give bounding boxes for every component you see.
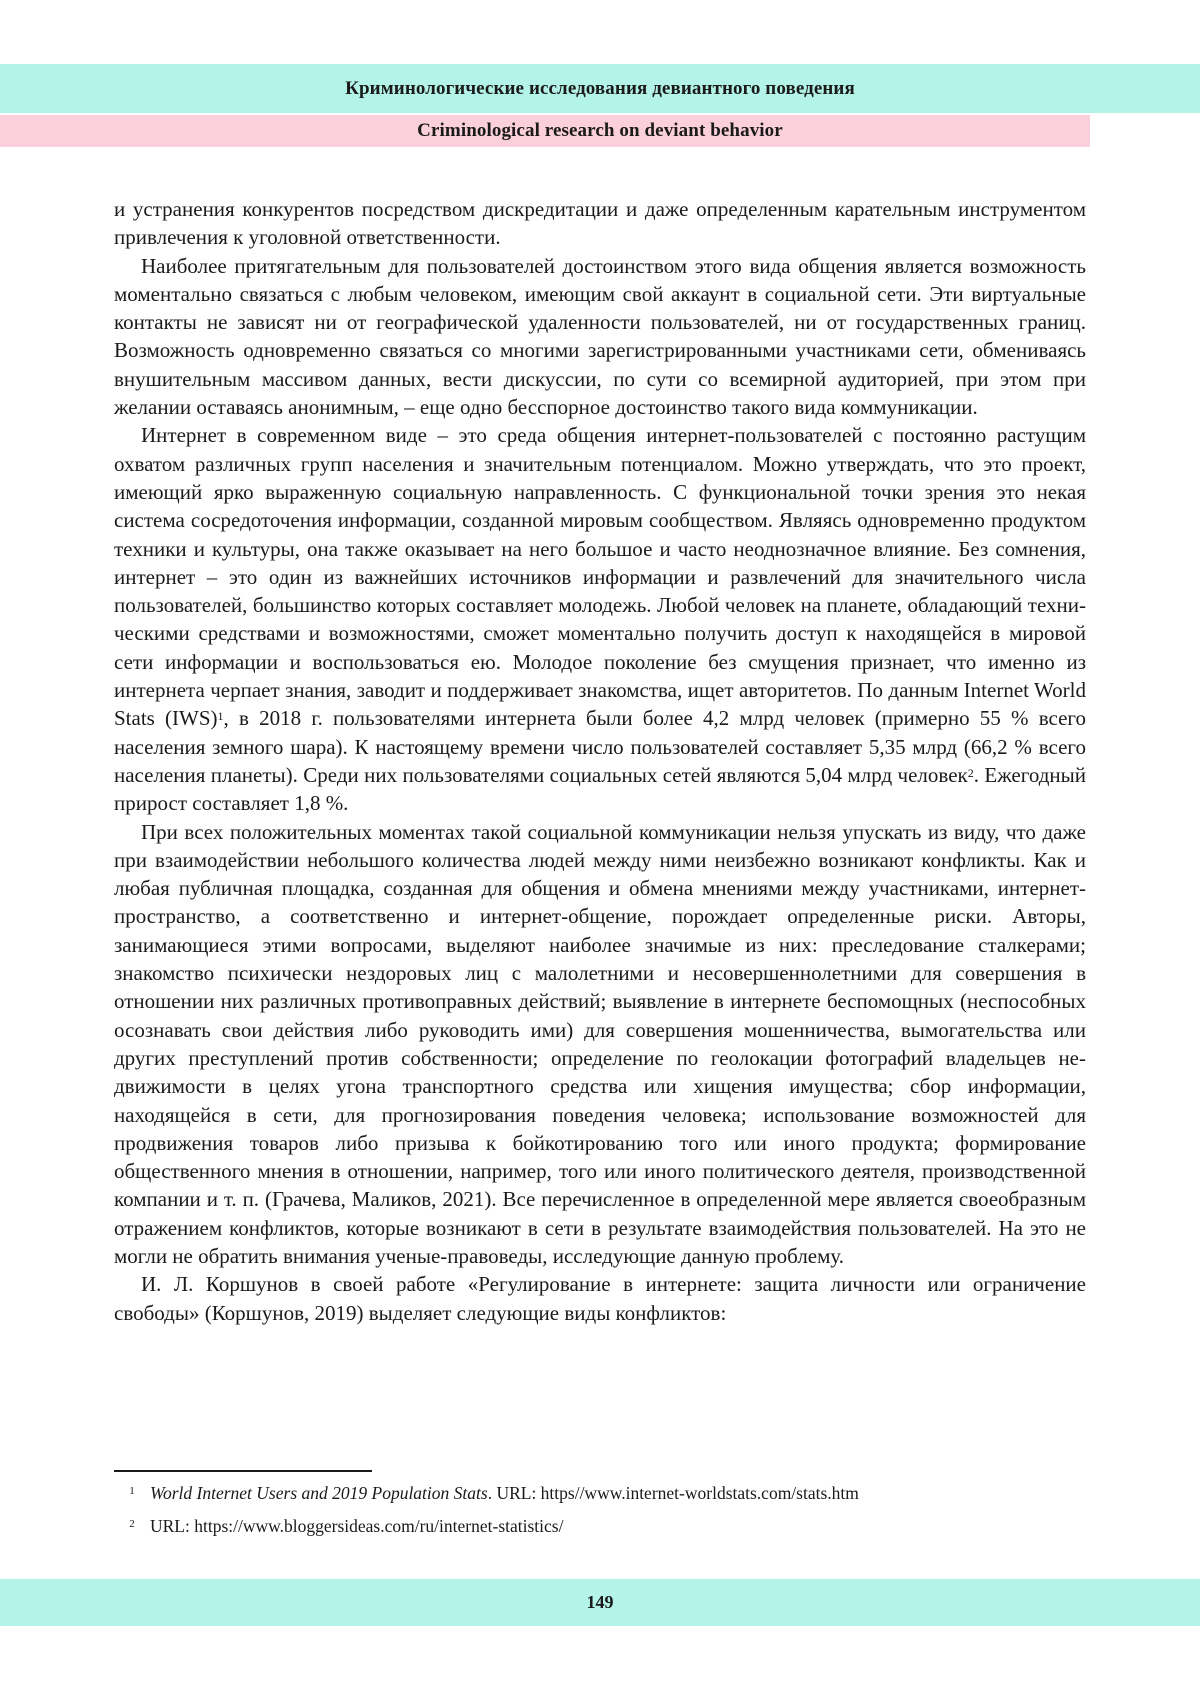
footnotes — [114, 1478, 1086, 1544]
footnote-2 — [114, 1511, 1086, 1544]
paragraph-1: и устранения конкурентов посредством дискредитации и даже определенным карательным инструментом привлечения к уголовной ответственности. — [114, 197, 1086, 250]
footnote-text — [150, 1478, 859, 1508]
footnote-ref-2: 2 — [967, 765, 974, 780]
page-number: 149 — [586, 1592, 614, 1612]
footnote-number: 1 — [129, 1485, 135, 1497]
paragraph-3 — [114, 421, 1086, 817]
footnote-divider — [114, 1470, 372, 1472]
article-body — [114, 195, 1086, 1327]
paragraph-2: Наиболее притягательным для пользователей достоинством этого вида общения является возможность моментально связаться с любым человеком, имеющим свой аккаунт в социальной сети. Эти виртуальные контакты не зависят ни от географической удаленности пользователей, ни от государственных границ. Возможность одновременно связаться со многими зарегистрированными участниками сети, обмениваясь внушительным массивом данных, вести дискуссии, по сути со всемирной аудиторией, при этом при желании оставаясь анонимным, – еще одно бесспорное достоинство такого вида коммуникации. — [114, 253, 1086, 420]
section-title-ru: Криминологические исследования девиантного поведения — [345, 77, 855, 99]
page-footer — [0, 1579, 1200, 1626]
paragraph-5: И. Л. Коршунов в своей работе «Регулирование в интернете: защита личности или ограничение свободы» (Коршунов, 2019) выделяет следующие виды конфликтов: — [114, 1272, 1086, 1325]
paragraph-3-part-b: , в 2018 г. пользователями интернета были более 4,2 млрд человек (примерно 55 % всего населения земного шара). К настоящему времени число пользователей составляет 5,35 млрд (66,2 % всего населения планеты). Среди них пользователями социальных сетей являются 5,04 млрд человек — [114, 706, 1086, 787]
footnote-1 — [114, 1478, 1086, 1511]
paragraph-4: При всех положительных моментах такой социальной коммуникации нельзя упускать из виду, что даже при взаимодействии небольшого количества людей между ними неизбежно возникают конфликты. Как и любая публичная площадка, созданная для общения и обмена мнениями между участниками, интернет-пространство, а соответственно и интернет-общение, порождает определенные риски. Авторы, занимающиеся этими вопросами, выделяют наиболее значимые из них: преследование сталкерами; знакомство психически нездоровых лиц с малолетними и несовершеннолетними для совершения в отношении них различных противоправных действий; выявление в интернете беспомощных (неспособных осознавать свои действия либо руководить ими) для совершения мошенничества, вымогательства или других преступлений против собственности; определение по геолокации фотографий владельцев недвижимости в целях угона транспортного средства или хищения имущества; сбор информации, находящейся в сети, для прогнозирования поведения человека; использование возможностей для продвижения товаров либо призыва к бойкотированию того или иного продукта; формирование общественного мнения в отношении, например, того или иного политического деятеля, производственной компании и т. п. (Грачева, Маликов, 2021). Все перечисленное в определенной мере является своеобразным отражением конфликтов, которые возникают в сети в результате взаимодействия пользователей. На это не могли не обратить внимания ученые-правоведы, исследующие данную проблему. — [114, 819, 1086, 1268]
footnote-title: World Internet Users and 2019 Population Stats — [150, 1483, 488, 1503]
footnote-url: . URL: https//www.internet-worldstats.com/stats.htm — [487, 1483, 859, 1503]
section-title-en: Criminological research on deviant behavior — [417, 120, 783, 141]
paragraph-3-part-c: . Ежегодный прирост составляет 1,8 %. — [114, 762, 1086, 816]
footnote-text — [150, 1511, 563, 1541]
footnote-ref-1: 1 — [217, 709, 224, 724]
journal-section-subheader — [0, 115, 1090, 147]
footnote-url: URL: https://www.bloggersideas.com/ru/internet-statistics/ — [150, 1516, 564, 1536]
journal-section-header — [0, 64, 1200, 113]
paragraph-3-part-a: Интернет в современном виде – это среда общения интернет-пользователей с постоянно растущим охватом различных групп населения и значительным потенциалом. Можно утверждать, что это проект, имеющий ярко выраженную социальную направленность. С функциональной точки зрения это некая система сосредоточения информации, созданной мировым сообществом. Являясь одновременно продуктом техники и культуры, она также оказывает на него большое и часто неоднозначное влияние. Без сомнения, интернет – это один из важнейших источников информации и развлечений для значительного числа пользователей, большинство которых составляет молодежь. Любой человек на планете, обладающий техническими средствами и возможностями, сможет моментально получить доступ к находящейся в мировой сети информации и воспользоваться ею. Молодое поколение без смущения признает, что именно из интернета черпает знания, заводит и поддерживает знакомства, ищет авторитетов. По данным Internet World Stats (IWS) — [114, 423, 1086, 731]
footnote-number: 2 — [129, 1518, 135, 1530]
